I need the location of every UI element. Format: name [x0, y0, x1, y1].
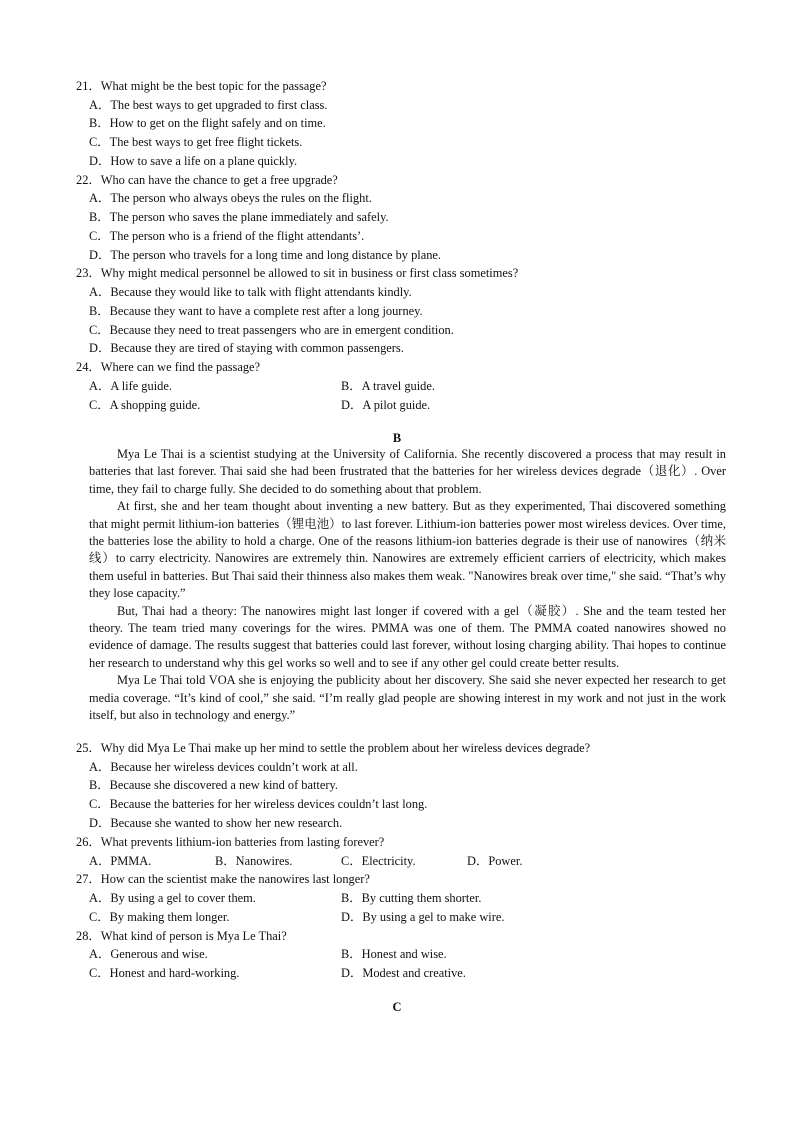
question-25-option-a: A．Because her wireless devices couldn’t work at all.: [89, 760, 358, 774]
question-24-option-d: D．A pilot guide.: [341, 398, 431, 412]
question-27-stem: 27．How can the scientist make the nanowires last longer?: [76, 872, 370, 886]
question-22-stem: 22．Who can have the chance to get a free upgrade?: [76, 173, 338, 187]
passage-paragraph-3: But, Thai had a theory: The nanowires might last longer if covered with a gel（凝胶）. She and the team tested her theory. The team tried many coverings for the wires. PMMA was one of them. The PMMA coated nanowires showed no evidence of damage. The results suggest that batteries could last forever, without losing charging ability. Thai hopes to continue her research to understand why this gel works so well and to see if any other gel could create better results.: [89, 603, 726, 670]
question-28-option-b: B．Honest and wise.: [341, 947, 447, 961]
question-26-option-d: D．Power.: [467, 854, 523, 868]
question-22-option-b: B．The person who saves the plane immediately and safely.: [89, 210, 389, 224]
question-23-option-c: C．Because they need to treat passengers who are in emergent condition.: [89, 323, 454, 337]
question-25-stem: 25．Why did Mya Le Thai make up her mind to settle the problem about her wireless devices degrade?: [76, 741, 591, 755]
question-27-option-a: A．By using a gel to cover them.: [89, 891, 256, 905]
question-27-option-c: C．By making them longer.: [89, 910, 230, 924]
question-23-option-d: D．Because they are tired of staying with common passengers.: [89, 341, 404, 355]
question-21-option-c: C．The best ways to get free flight tickets.: [89, 135, 303, 149]
question-27-option-d: D．By using a gel to make wire.: [341, 910, 505, 924]
question-26-stem: 26．What prevents lithium-ion batteries from lasting forever?: [76, 835, 385, 849]
section-c-heading: C: [392, 1000, 402, 1014]
passage-paragraph-1: Mya Le Thai is a scientist studying at the University of California. She recently discovered a process that may result in batteries that last forever. Thai said she had been frustrated that the batteries for her wireless devices degrade（退化）. Over time, they fail to charge fully. She decided to do something about that problem.: [89, 447, 726, 496]
question-21-option-b: B．How to get on the flight safely and on time.: [89, 116, 326, 130]
question-23-stem: 23．Why might medical personnel be allowed to sit in business or first class sometimes?: [76, 266, 519, 280]
question-24-option-c: C．A shopping guide.: [89, 398, 201, 412]
question-24-option-a: A．A life guide.: [89, 379, 172, 393]
question-28-option-a: A．Generous and wise.: [89, 947, 208, 961]
question-21-option-d: D．How to save a life on a plane quickly.: [89, 154, 298, 168]
question-27-option-b: B．By cutting them shorter.: [341, 891, 482, 905]
question-24-stem: 24．Where can we find the passage?: [76, 360, 261, 374]
question-25-option-c: C．Because the batteries for her wireless devices couldn’t last long.: [89, 797, 428, 811]
question-23-option-b: B．Because they want to have a complete rest after a long journey.: [89, 304, 423, 318]
passage-paragraph-4: Mya Le Thai told VOA she is enjoying the publicity about her discovery. She said she never expected her research to get media coverage. “It’s kind of cool,” she said. “I’m really glad people are showing interest in my work and not just in the work itself, but also in technology and energy.”: [89, 673, 726, 723]
question-22-option-a: A．The person who always obeys the rules on the flight.: [89, 191, 372, 205]
question-21-option-a: A．The best ways to get upgraded to first class.: [89, 98, 328, 112]
section-b-heading: B: [392, 431, 402, 445]
question-28-option-d: D．Modest and creative.: [341, 966, 466, 980]
question-22-option-c: C．The person who is a friend of the flight attendants’.: [89, 229, 365, 243]
question-28-stem: 28．What kind of person is Mya Le Thai?: [76, 929, 287, 943]
question-26-option-a: A．PMMA.: [89, 854, 152, 868]
question-26-option-c: C．Electricity.: [341, 854, 416, 868]
question-24-option-b: B．A travel guide.: [341, 379, 435, 393]
question-26-option-b: B．Nanowires.: [215, 854, 293, 868]
question-28-option-c: C．Honest and hard-working.: [89, 966, 240, 980]
question-21-stem: 21．What might be the best topic for the passage?: [76, 79, 327, 93]
question-22-option-d: D．The person who travels for a long time and long distance by plane.: [89, 248, 442, 262]
question-25-option-b: B．Because she discovered a new kind of battery.: [89, 778, 338, 792]
passage-paragraph-2: At first, she and her team thought about inventing a new battery. But as they experimented, Thai discovered something that might permit lithium-ion batteries（锂电池）to last forever. Lithium-ion batteries power most wireless devices. Over time, the batteries lose the ability to hold a charge. One of the reasons lithium-ion batteries degrade is their use of nanowires（纳米线）to carry electricity. Nanowires are extremely thin. Nanowires are extremely efficient carriers of electricity, which makes them useful in batteries. But Thai said their thinness also makes them weak. "Nanowires break over time," she said. “That’s why they lose capacity.”: [89, 499, 726, 601]
question-25-option-d: D．Because she wanted to show her new research.: [89, 816, 343, 830]
question-23-option-a: A．Because they would like to talk with flight attendants kindly.: [89, 285, 412, 299]
reading-passage-b: [89, 446, 726, 725]
